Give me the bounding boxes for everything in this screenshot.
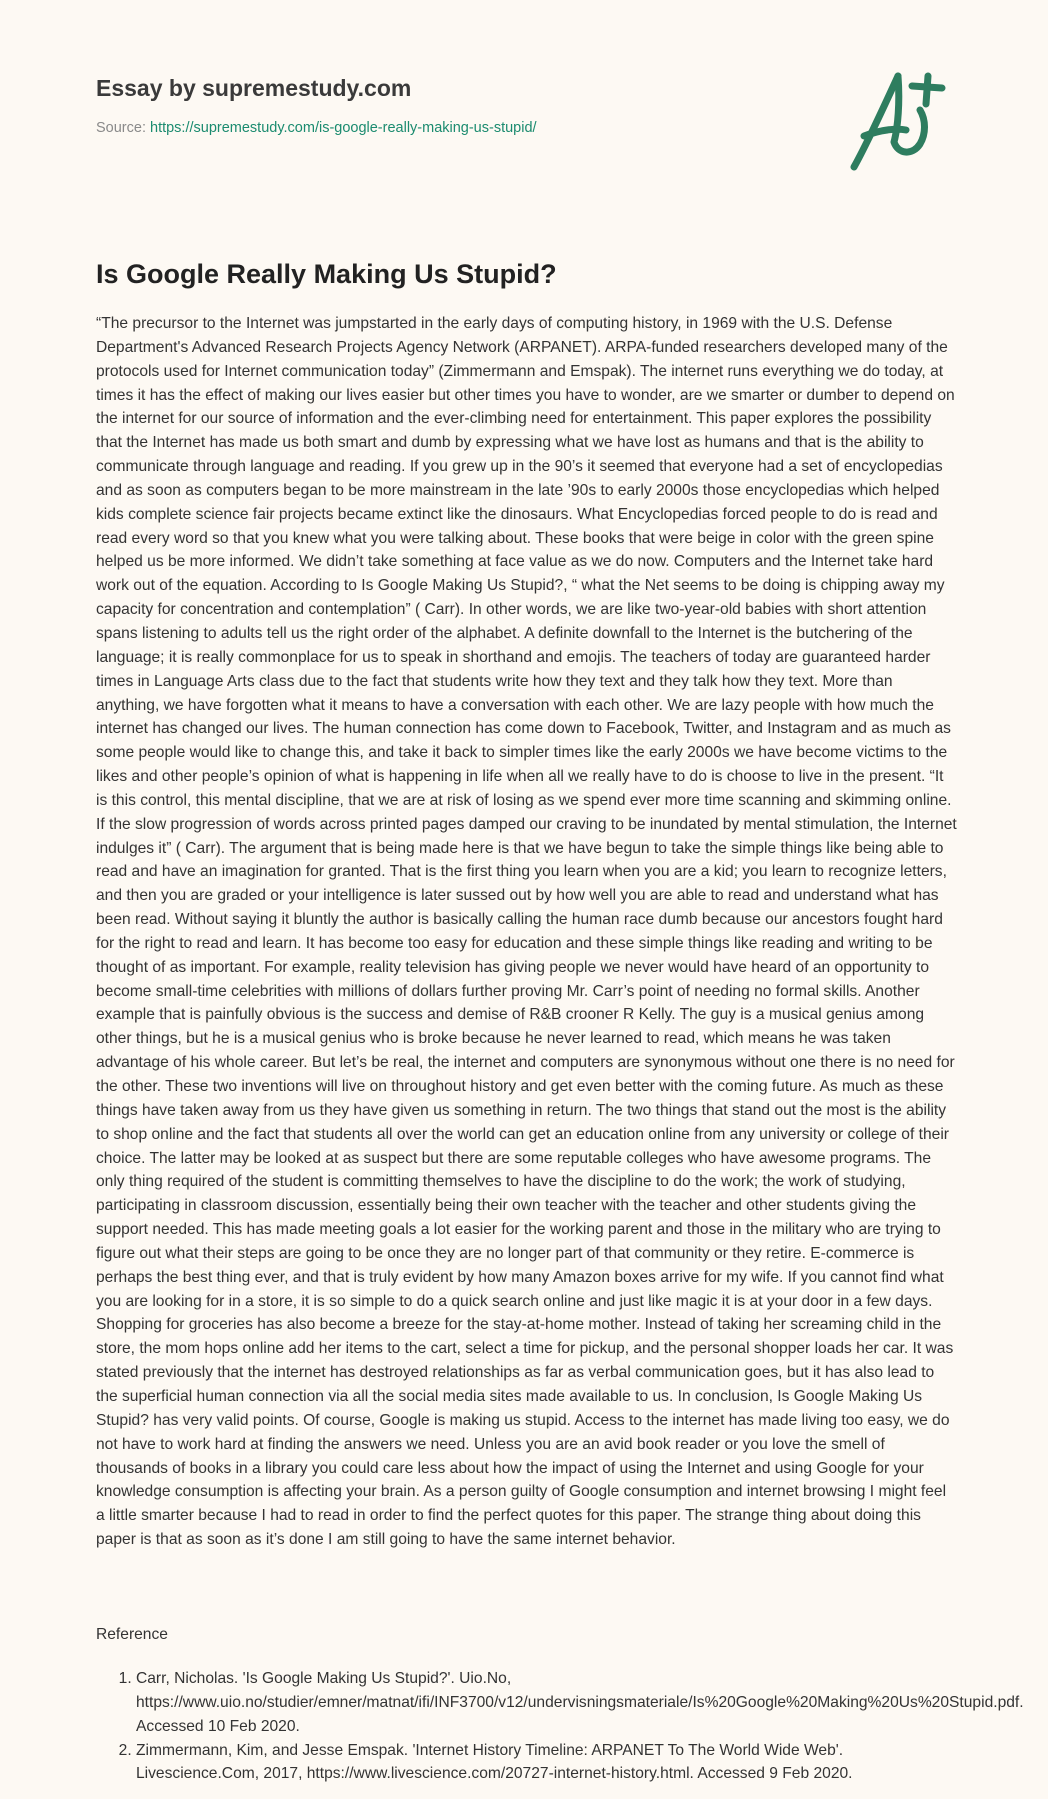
- reference-line: https://www.uio.no/studier/emner/matnat/ifi/INF3700/v12/undervisningsmateriale/Is%20Google%20Making%20Us%20Stupid.pdf.: [136, 1693, 1024, 1711]
- reference-line: 2. Zimmermann, Kim, and Jesse Emspak. 'Internet History Timeline: ARPANET To The World Wide Web'.: [136, 1741, 844, 1759]
- reference-line: Accessed 10 Feb 2020.: [136, 1717, 300, 1735]
- reference-item: [136, 1739, 1046, 1787]
- essay-body: “The precursor to the Internet was jumpstarted in the early days of computing history, in 1969 with the U.S. Defense Department's Advanced Research Projects Agency Network (ARPANET). ARPA-funded researchers developed many of the protocols used for Internet communication today” (Zimmermann and Emspak). The internet runs everything we do today, at times it has the effect of making our lives easier but other times you have to wonder, are we smarter or dumber to depend on the internet for our source of information and the ever-climbing need for entertainment. This paper explores the possibility that the Internet has made us both smart and dumb by expressing what we have lost as humans and that is the ability to communicate through language and reading. If you grew up in the 90’s it seemed that everyone had a set of encyclopedias and as soon as computers began to be more mainstream in the late ’90s to early 2000s those encyclopedias which helped kids complete science fair projects became extinct like the dinosaurs. What Encyclopedias forced people to do is read and read every word so that you knew what you were talking about. These books that were beige in color with the green spine helped us be more informed. We didn’t take something at face value as we do now. Computers and the Internet take hard work out of the equation. According to Is Google Making Us Stupid?, “ what the Net seems to be doing is chipping away my capacity for concentration and contemplation” ( Carr). In other words, we are like two-year-old babies with short attention spans listening to adults tell us the right order of the alphabet. A definite downfall to the Internet is the butchering of the language; it is really commonplace for us to speak in shorthand and emojis. The teachers of today are guaranteed harder times in Language Arts class due to the fact that students write how they text and they talk how they text. More than anything, we have forgotten what it means to have a conversation with each other. We are lazy people with how much the internet has changed our lives. The human connection has come down to Facebook, Twitter, and Instagram and as much as some people would like to change this, and take it back to simpler times like the early 2000s we have become victims to the likes and other people’s opinion of what is happening in life when all we really have to do is choose to live in the present. “It is this control, this mental discipline, that we are at risk of losing as we spend ever more time scanning and skimming online. If the slow progression of words across printed pages damped our craving to be inundated by mental stimulation, the Internet indulges it” ( Carr). The argument that is being made here is that we have begun to take the simple things like being able to read and have an imagination for granted. That is the first thing you learn when you are a kid; you learn to recognize letters, and then you are graded or your intelligence is later sussed out by how well you are able to read and understand what has been read. Without saying it bluntly the author is basically calling the human race dumb because our ancestors fought hard for the right to read and learn. It has become too easy for education and these simple things like reading and writing to be thought of as important. For example, reality television has giving people we never would have heard of an opportunity to become small-time celebrities with millions of dollars further proving Mr. Carr’s point of needing no formal skills. Another example that is painfully obvious is the success and demise of R&B crooner R Kelly. The guy is a musical genius among other things, but he is a musical genius who is broke because he never learned to read, which means he was taken advantage of his whole career. But let’s be real, the internet and computers are synonymous without one there is no need for the other. These two inventions will live on throughout history and get even better with the coming future. As much as these things have taken away from us they have given us something in return. The two things that stand out the most is the ability to shop online and the fact that students all over the world can get an education online from any university or college of their choice. The latter may be looked at as suspect but there are some reputable colleges who have awesome programs. The only thing required of the student is committing themselves to have the discipline to do the work; the work of studying, participating in classroom discussion, essentially being their own teacher with the teacher and other students giving the support needed. This has made meeting goals a lot easier for the working parent and those in the military who are trying to figure out what their steps are going to be once they are no longer part of that community or they retire. E-commerce is perhaps the best thing ever, and that is truly evident by how many Amazon boxes arrive for my wife. If you cannot find what you are looking for in a store, it is so simple to do a quick search online and just like magic it is at your door in a few days. Shopping for groceries has also become a breeze for the stay-at-home mother. Instead of taking her screaming child in the store, the mom hops online add her items to the cart, select a time for pickup, and the personal shopper loads her car. It was stated previously that the internet has destroyed relationships as far as verbal communication goes, but it has also lead to the superficial human connection via all the social media sites made available to us. In conclusion, Is Google Making Us Stupid? has very valid points. Of course, Google is making us stupid. Access to the internet has made living too easy, we do not have to work hard at finding the answers we need. Unless you are an avid book reader or you love the smell of thousands of books in a library you could care less about how the impact of using the Internet and using Google for your knowledge consumption is affecting your brain. As a person guilty of Google consumption and internet browsing I might feel a little smarter because I had to read in order to find the perfect quotes for this paper. The strange thing about doing this paper is that as soon as it’s done I am still going to have the same internet behavior.: [96, 315, 957, 1549]
- site-title: Essay by supremestudy.com: [96, 75, 412, 101]
- a-plus-logo-icon: [846, 72, 966, 172]
- reference-line: Livescience.Com, 2017, https://www.livescience.com/20727-internet-history.html. Accessed 9 Feb 2020.: [136, 1765, 853, 1783]
- source-line: [96, 120, 776, 136]
- page-header: [96, 74, 776, 136]
- reference-line: 1. Carr, Nicholas. 'Is Google Making Us Stupid?'. Uio.No,: [136, 1670, 512, 1687]
- essay-title: Is Google Really Making Us Stupid?: [96, 259, 557, 289]
- reference-list: [96, 1667, 1046, 1786]
- source-label: Source:: [96, 120, 150, 136]
- reference-item: [136, 1667, 1046, 1739]
- reference-heading: Reference: [96, 1626, 168, 1643]
- source-link[interactable]: https://supremestudy.com/is-google-really-making-us-stupid/: [150, 120, 537, 136]
